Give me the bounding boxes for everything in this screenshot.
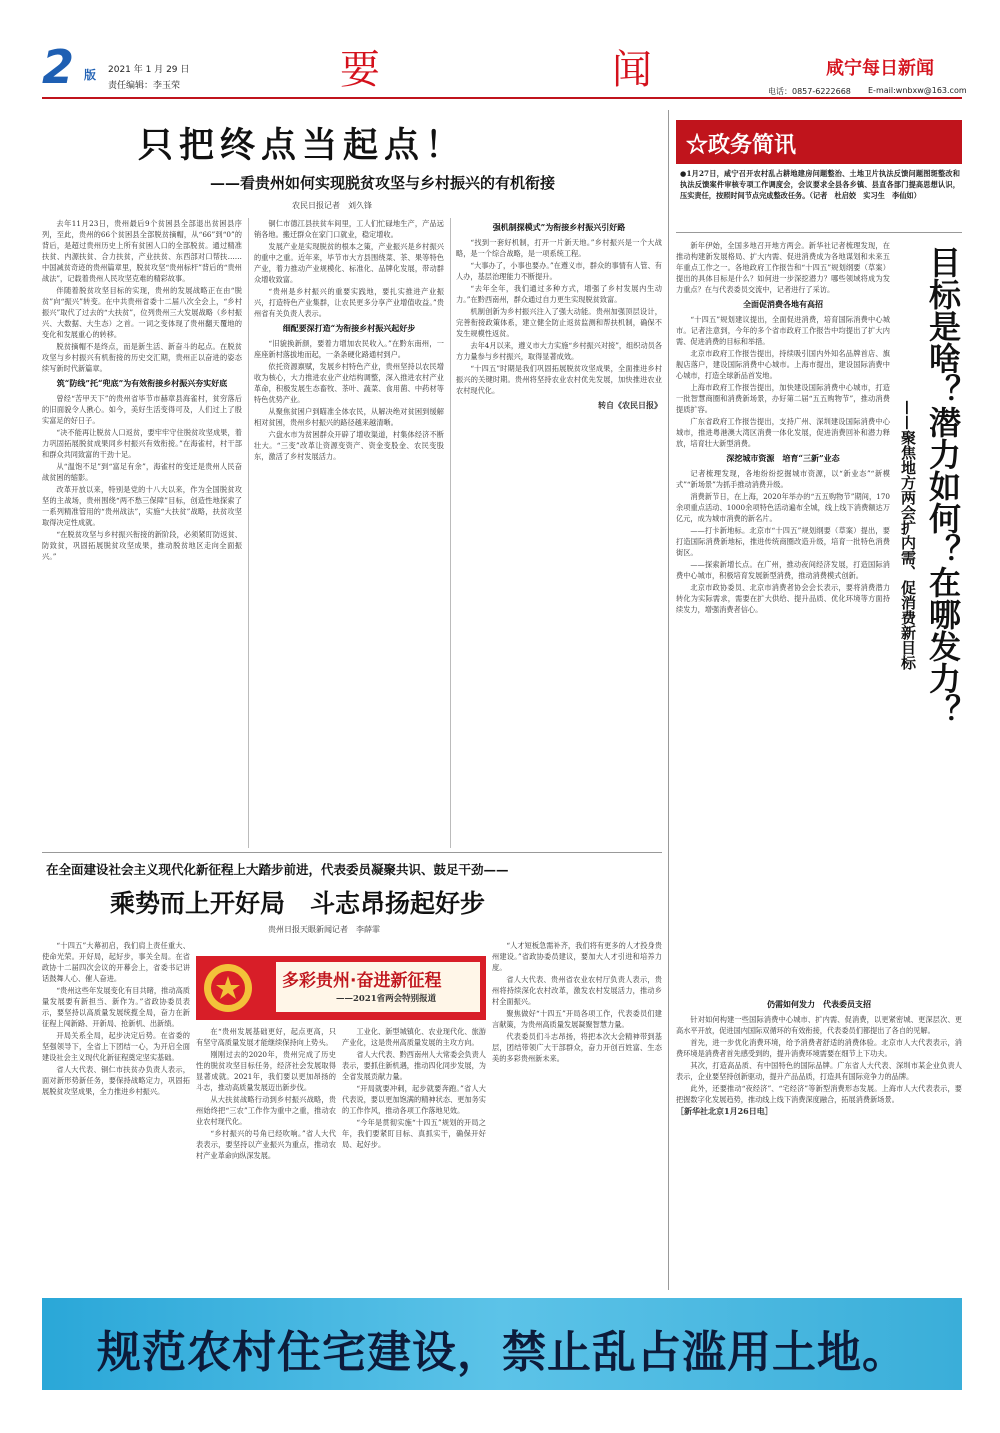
paragraph: 机制创新为乡村振兴注入了强大动能。贵州加强顶层设计，完善衔接政策体系，建立健全防止返贫监测和帮扶机制，确保不发生规模性返贫。	[456, 307, 662, 338]
paragraph: “人才短板急需补齐，我们将有更多的人才投身贵州建设。”省政协委员建议，要加大人才引进和培养力度。	[492, 941, 662, 972]
main-article-col-3	[456, 218, 662, 848]
section-subhead: 全面促消费各地有高招	[743, 299, 823, 309]
paragraph: 去年11月23日，贵州最后9个贫困县全部退出贫困县序列，至此，贵州的66个贫困县全部脱贫摘帽，从“66”到“0”的背后，是超过贵州历史上所有贫困人口的全部脱贫。通过精准扶贫、内源扶贫、合力扶贫，产业扶贫、东西部对口帮扶……中国减贫奇迹的贵州篇章里，脱贫攻坚“贵州标杆”背后的“贵州战法”，记载着贵州人民攻坚克难的精彩故事。	[42, 219, 242, 283]
vertical-subtitle: ——聚焦地方两会扩内需、促消费新目标	[899, 400, 917, 670]
paragraph: 铜仁市德江县扶贫车间里，工人们忙碌地生产，产品远销各地。搬迁群众在家门口就业，稳定增收。	[254, 219, 444, 239]
paragraph: 工业化、新型城镇化、农业现代化、旅游产业化，这是贵州高质量发展的主攻方向。	[342, 1027, 486, 1047]
paragraph: 上海市政府工作报告提出，加快建设国际消费中心城市，打造一批智慧商圈和消费新场景，办好第二届“五五购物节”，推动消费提质扩容。	[676, 383, 890, 414]
contact-email: E-mail:wnbxw@163.com	[868, 86, 967, 95]
paragraph: 伴随着脱贫攻坚目标的实现，贵州的发展战略正在由“脱贫”向“振兴”转变。在中共贵州省委十二届八次全会上，“乡村振兴”取代了过去的“大扶贫”，位列贵州三大发展战略（乡村振兴、大数据、大生态）之首。一词之变体现了贵州翻天覆地的变化和发展重心的转移。	[42, 286, 242, 339]
main-article-col-2	[254, 218, 444, 848]
section-subhead: 筑“防线”托“兜底”为有效衔接乡村振兴夯实好底	[56, 378, 228, 388]
paragraph: ——打卡新地标。北京市“十四五”规划纲要（草案）提出，要打造国际消费新地标，推进传统商圈改造升级，培育一批特色消费街区。	[676, 526, 890, 557]
main-article-subtitle: ——看贵州如何实现脱贫攻坚与乡村振兴的有机衔接	[210, 174, 556, 192]
paragraph: “找到一套好机制，打开一片新天地。”乡村振兴是一个大战略，是一个综合战略，是一项系统工程。	[456, 238, 662, 258]
main-article-title: 只把终点当起点！	[138, 125, 467, 166]
paragraph: 省人大代表、铜仁市扶贫办负责人表示，面对新形势新任务，要保持战略定力，巩固拓展脱贫攻坚成果，全力推进乡村振兴。	[42, 1065, 190, 1096]
second-article-title: 乘势而上开好局 斗志昂扬起好步	[110, 889, 486, 918]
source-credit: ［新华社北京1月26日电］	[676, 1106, 773, 1116]
paragraph: 刚刚过去的2020年，贵州完成了历史性的脱贫攻坚目标任务，经济社会发展取得显著成就。2021年，我们要以更加昂扬的斗志，推动高质量发展迈出新步伐。	[196, 1050, 336, 1092]
paragraph: 曾经“苦甲天下”的贵州省毕节市赫章县海雀村，贫穷落后的旧面貌令人揪心。如今，美好生活变得可及，人们过上了殷实富足的好日子。	[42, 394, 242, 425]
paragraph: 聚焦做好“十四五”开局各项工作，代表委员们建言献策，为贵州高质量发展凝聚智慧力量。	[492, 1009, 662, 1029]
right-article-col-2	[676, 995, 962, 1285]
paragraph: 新年伊始，全国多地召开地方两会。新华社记者梳理发现，在推动构建新发展格局、扩大内需、促进消费成为各地谋划和未来五年重点工作之一。各地政府工作报告和“十四五”规划纲要（草案）提出的具体目标是什么？如何进一步深挖潜力？哪些领域将成为发力重点？在与代表委员交流中，记者进行了采访。	[676, 241, 890, 294]
paragraph: 改革开放以来，特别是党的十八大以来，作为全国脱贫攻坚的主战场，贵州围绕“两不愁三保障”目标，创造性地探索了一系列精准管用的“贵州战法”，实施“大扶贫”战略，扶贫攻坚取得决定性成就。	[42, 485, 242, 527]
section-subhead: 细配要深打造“为衔接乡村振兴起好步	[282, 323, 416, 333]
paragraph: 记者梳理发现，各地纷纷挖掘城市资源，以“新业态”“新模式”“新场景”为抓手推动消费升级。	[676, 469, 890, 489]
paragraph: 从“温饱不足”到“富足有余”，海雀村的变迁是贵州人民奋战贫困的缩影。	[42, 462, 242, 482]
paragraph: 依托资源禀赋，发展乡村特色产业，贵州坚持以农民增收为核心，大力推进农业产业结构调整，深入推进农村产业革命，积极发展生态畜牧、茶叶、蔬菜、食用菌、中药材等特色优势产业。	[254, 362, 444, 404]
paragraph: “旧貌换新颜，要着力增加农民收入。”在黔东南州，一座座新村落拔地而起，一条条硬化路通村到户。	[254, 339, 444, 359]
second-article-kicker: 在全面建设社会主义现代化新征程上大踏步前进，代表委员凝聚共识、鼓足干劲——	[46, 862, 509, 877]
paragraph: 从大扶贫战略行动到乡村振兴战略，贵州始终把“三农”工作作为重中之重，推动农业农村现代化。	[196, 1095, 336, 1126]
paragraph: “贵州是乡村振兴的重要实践地，要扎实推进产业振兴，打造特色产业集群，让农民更多分享产业增值收益。”贵州省有关负责人表示。	[254, 287, 444, 318]
paragraph: “去年全年，我们通过多种方式，增强了乡村发展内生动力。”在黔西南州，群众通过自力更生实现脱贫致富。	[456, 284, 662, 304]
editor-credit: 责任编辑：李玉荣	[108, 81, 181, 91]
paragraph: 其次，打造高品质、有中国特色的国际品牌。广东省人大代表、深圳市某企业负责人表示，企业要坚持创新驱动，提升产品品质，打造具有国际竞争力的品牌。	[676, 1061, 962, 1081]
paragraph: 北京市政府工作报告提出，持续吸引国内外知名品牌首店、旗舰店落户，建设国际消费中心城市。上海市提出，建设国际消费中心城市，打造全球新品首发地。	[676, 349, 890, 380]
bottom-banner	[42, 1298, 962, 1390]
section-title-left: 要	[340, 47, 380, 93]
section-title-right: 闻	[612, 47, 652, 93]
paragraph: “今年是贯彻实施“十四五”规划的开局之年，我们要紧盯目标、真抓实干，确保开好局、起好步。	[342, 1118, 486, 1149]
paragraph: 首先，进一步优化消费环境，给予消费者舒适的消费体验。北京市人大代表表示，消费环境是消费者首先感受到的，提升消费环境需要在细节上下功夫。	[676, 1038, 962, 1058]
section-subhead: 深挖城市资源 培育“三新”业态	[726, 453, 840, 463]
star-icon: ☆	[686, 132, 709, 158]
second-article-col-4	[492, 940, 662, 1286]
second-article-col-1	[42, 940, 190, 1286]
banner-title: 多彩贵州·奋进新征程	[282, 971, 442, 991]
second-article-col-2	[196, 1026, 336, 1286]
page-header	[0, 0, 1000, 100]
paragraph: “大事办了，小事也要办。”在遵义市，群众的事情有人管、有人办，基层治理能力不断提升。	[456, 261, 662, 281]
second-article-byline: 贵州日报天眼新闻记者 李薛霏	[268, 925, 380, 934]
brief-box	[676, 120, 962, 210]
paragraph: “十四五”大幕初启，我们肩上责任重大、使命光荣。开好局，起好步，事关全局。在省政协十二届四次会议的开幕会上，省委书记讲话鼓舞人心、催人奋进。	[42, 941, 190, 983]
paragraph: 发展产业是实现脱贫的根本之策，产业振兴是乡村振兴的重中之重。近年来，毕节市大方县围绕菜、茶、果等特色产业，着力推动产业规模化、标准化、品牌化发展，带动群众增收致富。	[254, 242, 444, 284]
paragraph: “乡村振兴的号角已经吹响。”省人大代表表示，要坚持以产业振兴为重点，推动农村产业革命向纵深发展。	[196, 1129, 336, 1160]
paragraph: 省人大代表、黔西南州人大常委会负责人表示，要抓住新机遇，推动四化同步发展，为全省发展贡献力量。	[342, 1050, 486, 1081]
paragraph: “决不能再让脱贫人口返贫，要牢牢守住脱贫攻坚成果，着力巩固拓展脱贫成果同乡村振兴有效衔接。”在海雀村，村干部和群众共同致富的干劲十足。	[42, 428, 242, 459]
paragraph: “十四五”规划建议提出，全面促进消费，培育国际消费中心城市。记者注意到，今年的多个省市政府工作报告中均提出了扩大内需、促进消费的目标和举措。	[676, 315, 890, 346]
paper-name: 咸宁每日新闻	[826, 58, 934, 79]
page-number: 2	[42, 40, 75, 94]
issue-date: 2021 年 1 月 29 日	[108, 65, 190, 75]
paragraph: “十四五”时期是我们巩固拓展脱贫攻坚成果，全面推进乡村振兴的关键时期。贵州将坚持农业农村优先发展，加快推进农业农村现代化。	[456, 364, 662, 395]
brief-text: ●1月27日，咸宁召开农村乱占耕地建房问题整治、土地卫片执法反馈问题图斑整改和执法反馈案件审核专项工作调度会，会议要求全县各乡镇、县直各部门提高思想认识，压实责任，按照时间节点完成整改任务。（记者 杜启姣 实习生 李仙如）	[680, 169, 960, 200]
bottom-banner-text: 规范农村住宅建设，禁止乱占滥用土地。	[97, 1327, 907, 1378]
brief-header: ☆政务简讯	[686, 132, 797, 158]
paragraph: ——探索新增长点。在广州，推动夜间经济发展，打造国际消费中心城市，积极培育发展新型消费，推动消费模式创新。	[676, 560, 890, 580]
source-credit: 转自《农民日报》	[598, 400, 662, 410]
banner-subtitle: ——2021省两会特别报道	[336, 994, 437, 1004]
paragraph: “开局就要冲刺，起步就要奔跑。”省人大代表说，要以更加饱满的精神状态、更加务实的工作作风，推动各项工作落地见效。	[342, 1084, 486, 1115]
paragraph: 北京市政协委员、北京市消费者协会会长表示，要将消费潜力转化为实际需求，需要在扩大供给、提升品质、优化环境等方面持续发力，增强消费者信心。	[676, 583, 890, 614]
paragraph: “贵州这些年发展变化有目共睹，推动高质量发展要有新担当、新作为。”省政协委员表示，要坚持以高质量发展统揽全局，奋力在新征程上闯新路、开新局、抢新机、出新绩。	[42, 986, 190, 1028]
main-article-byline: 农民日报记者 刘久锋	[292, 201, 372, 210]
emblem-icon	[202, 962, 254, 1014]
paragraph: 广东省政府工作报告提出，支持广州、深圳建设国际消费中心城市，推进粤港澳大湾区消费一体化发展，促进消费回补和潜力释放，培育壮大新型消费。	[676, 417, 890, 448]
page-suffix: 版	[84, 68, 97, 82]
paragraph: 从聚焦贫困户到瞄准全体农民，从解决绝对贫困到缓解相对贫困，贵州乡村振兴的路径越来越清晰。	[254, 407, 444, 427]
section-subhead: 强机制探模式”为衔接乡村振兴引好路	[492, 222, 626, 232]
paragraph: 代表委员们斗志昂扬，将把本次大会精神带到基层，团结带领广大干部群众，奋力开创百姓富、生态美的多彩贵州新未来。	[492, 1032, 662, 1063]
paragraph: 省人大代表、贵州省农业农村厅负责人表示，贵州将持续深化农村改革，激发农村发展活力，推动乡村全面振兴。	[492, 975, 662, 1006]
header-rule	[42, 97, 962, 99]
paragraph: 去年4月以来，遵义市大力实施“乡村振兴对接”，组织动员各方力量参与乡村振兴，取得显著成效。	[456, 341, 662, 361]
paragraph: 六盘水市为贫困群众开辟了增收渠道，村集体经济不断壮大。“三变”改革让资源变资产、资金变股金、农民变股东，激活了乡村发展活力。	[254, 430, 444, 461]
second-article-col-3	[342, 1026, 486, 1286]
paragraph: 此外，还要推动“夜经济”、“宅经济”等新型消费形态发展。上海市人大代表表示，要把握数字化发展趋势，推动线上线下消费深度融合，拓展消费新场景。	[676, 1084, 962, 1104]
section-subhead: 仍需如何发力 代表委员支招	[767, 999, 871, 1009]
paragraph: 消费新节日，在上海，2020年举办的“五五购物节”期间，170余项重点活动、1000余项特色活动遍布全城，线上线下消费额达万亿元，成为城市消费的新名片。	[676, 492, 890, 523]
paragraph: 针对如何构建一些国际消费中心城市、扩内需、促消费，以更紧密城、更深层次、更高水平开放，促进国内国际双循环的有效衔接，代表委员们都提出了各自的见解。	[676, 1015, 962, 1035]
paragraph: 脱贫摘帽不是终点，而是新生活、新奋斗的起点。在脱贫攻坚与乡村振兴有机衔接的历史交汇期，贵州正以奋进的姿态续写新时代新篇章。	[42, 342, 242, 373]
special-report-banner	[196, 956, 486, 1020]
paragraph: 在“贵州发展基础更好，起点更高，只有坚守高质量发展才能继续保持向上势头。	[196, 1027, 336, 1047]
vertical-title: 目标是啥？潜力如何？在哪发力？	[924, 246, 962, 726]
paragraph: “在脱贫攻坚与乡村振兴衔接的新阶段，必须紧盯防返贫、防致贫，巩固拓展脱贫攻坚成果，推动脱贫地区走向全面振兴。”	[42, 530, 242, 561]
main-article-col-1	[42, 218, 242, 848]
paragraph: 开局关系全局，起步决定后势。在省委的坚强领导下，全省上下团结一心，为开启全面建设社会主义现代化新征程奠定坚实基础。	[42, 1031, 190, 1062]
contact-phone: 电话：0857-6222668	[768, 87, 851, 96]
